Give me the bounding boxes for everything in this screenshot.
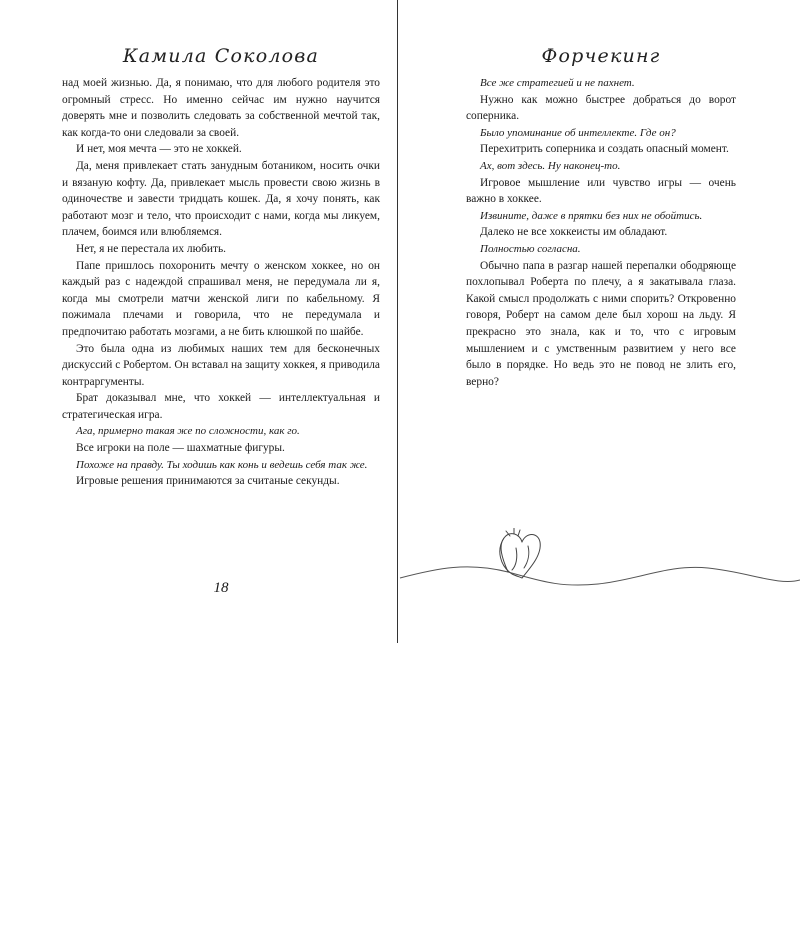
heart-line-art-icon xyxy=(398,528,800,618)
italic-paragraph: Было упоминание об интеллекте. Где он? xyxy=(480,126,676,139)
paragraph: Нужно как можно быстрее добраться до ворот соперника. xyxy=(466,93,736,123)
paragraph: Далеко не все хоккеисты им обладают. xyxy=(480,226,668,239)
paragraph: Игровые решения принимаются за считаные секунды. xyxy=(76,475,340,488)
left-page-text xyxy=(62,75,380,490)
italic-paragraph: Похоже на правду. Ты ходишь как конь и ведешь себя так же. xyxy=(76,458,368,471)
paragraph: Игровое мышление или чувство игры — очень важно в хоккее. xyxy=(466,176,736,206)
left-page xyxy=(62,0,380,640)
italic-paragraph: Полностью согласна. xyxy=(480,242,581,255)
paragraph: Брат доказывал мне, что хоккей — интеллектуальная и стратегическая игра. xyxy=(62,392,380,421)
italic-paragraph: Извините, даже в прятки без них не обойтись. xyxy=(480,209,703,222)
italic-paragraph: Ага, примерно такая же по сложности, как го. xyxy=(76,425,300,438)
paragraph: Это была одна из любимых наших тем для бесконечных дискуссий с Робертом. Он вставал на защиту хоккея, я приводила контраргументы. xyxy=(62,342,380,388)
paragraph: Да, меня привлекает стать занудным ботаником, носить очки и вязаную кофту. Да, привлекает мысль провести свою жизнь в одиночестве и завести тридцать кошек. Да, я хочу понять, как работают мозг и тело, что происходит с нами, когда мы ликуем, плачем, боимся или влюбляемся. xyxy=(62,159,380,239)
paragraph: Все игроки на поле — шахматные фигуры. xyxy=(76,442,285,455)
paragraph: Папе пришлось похоронить мечту о женском хоккее, но он каждый раз с надеждой спрашивал меня, не передумала ли я, когда мы смотрели матчи женской лиги по кабельному. Я пожимала плечами и говорила, что не передумала и предпочитаю работать мозгами, а не бить клюшкой по шайбе. xyxy=(62,259,380,338)
paragraph: И нет, моя мечта — это не хоккей. xyxy=(76,143,242,156)
paragraph: над моей жизнью. Да, я понимаю, что для любого родителя это огромный стресс. Но именно сейчас им нужно научится доверять мне и позволить следовать за собственной мечтой так, как когда-то они следовали за своей. xyxy=(62,77,380,139)
italic-paragraph: Ах, вот здесь. Ну наконец-то. xyxy=(480,159,621,172)
paragraph: Обычно папа в разгар нашей перепалки ободряюще похлопывал Роберта по плечу, а я закатывала глаза. Какой смысл продолжать с ними спорить? Откровенно говоря, Роберт на самом деле был хорош на льду. Я прекрасно это знала, как и то, что с игровым мышлением и с умственным развитием у него все было в порядке. Но ведь это не повод не злить его, верно? xyxy=(466,259,736,388)
paragraph: Перехитрить соперника и создать опасный момент. xyxy=(480,143,729,156)
page-number: 18 xyxy=(213,580,229,596)
right-page-text xyxy=(466,75,736,390)
right-running-head: Форчекинг xyxy=(541,45,661,67)
paragraph: Нет, я не перестала их любить. xyxy=(76,242,227,255)
left-running-head: Камила Соколова xyxy=(122,45,320,67)
italic-paragraph: Все же стратегией и не пахнет. xyxy=(480,77,635,89)
